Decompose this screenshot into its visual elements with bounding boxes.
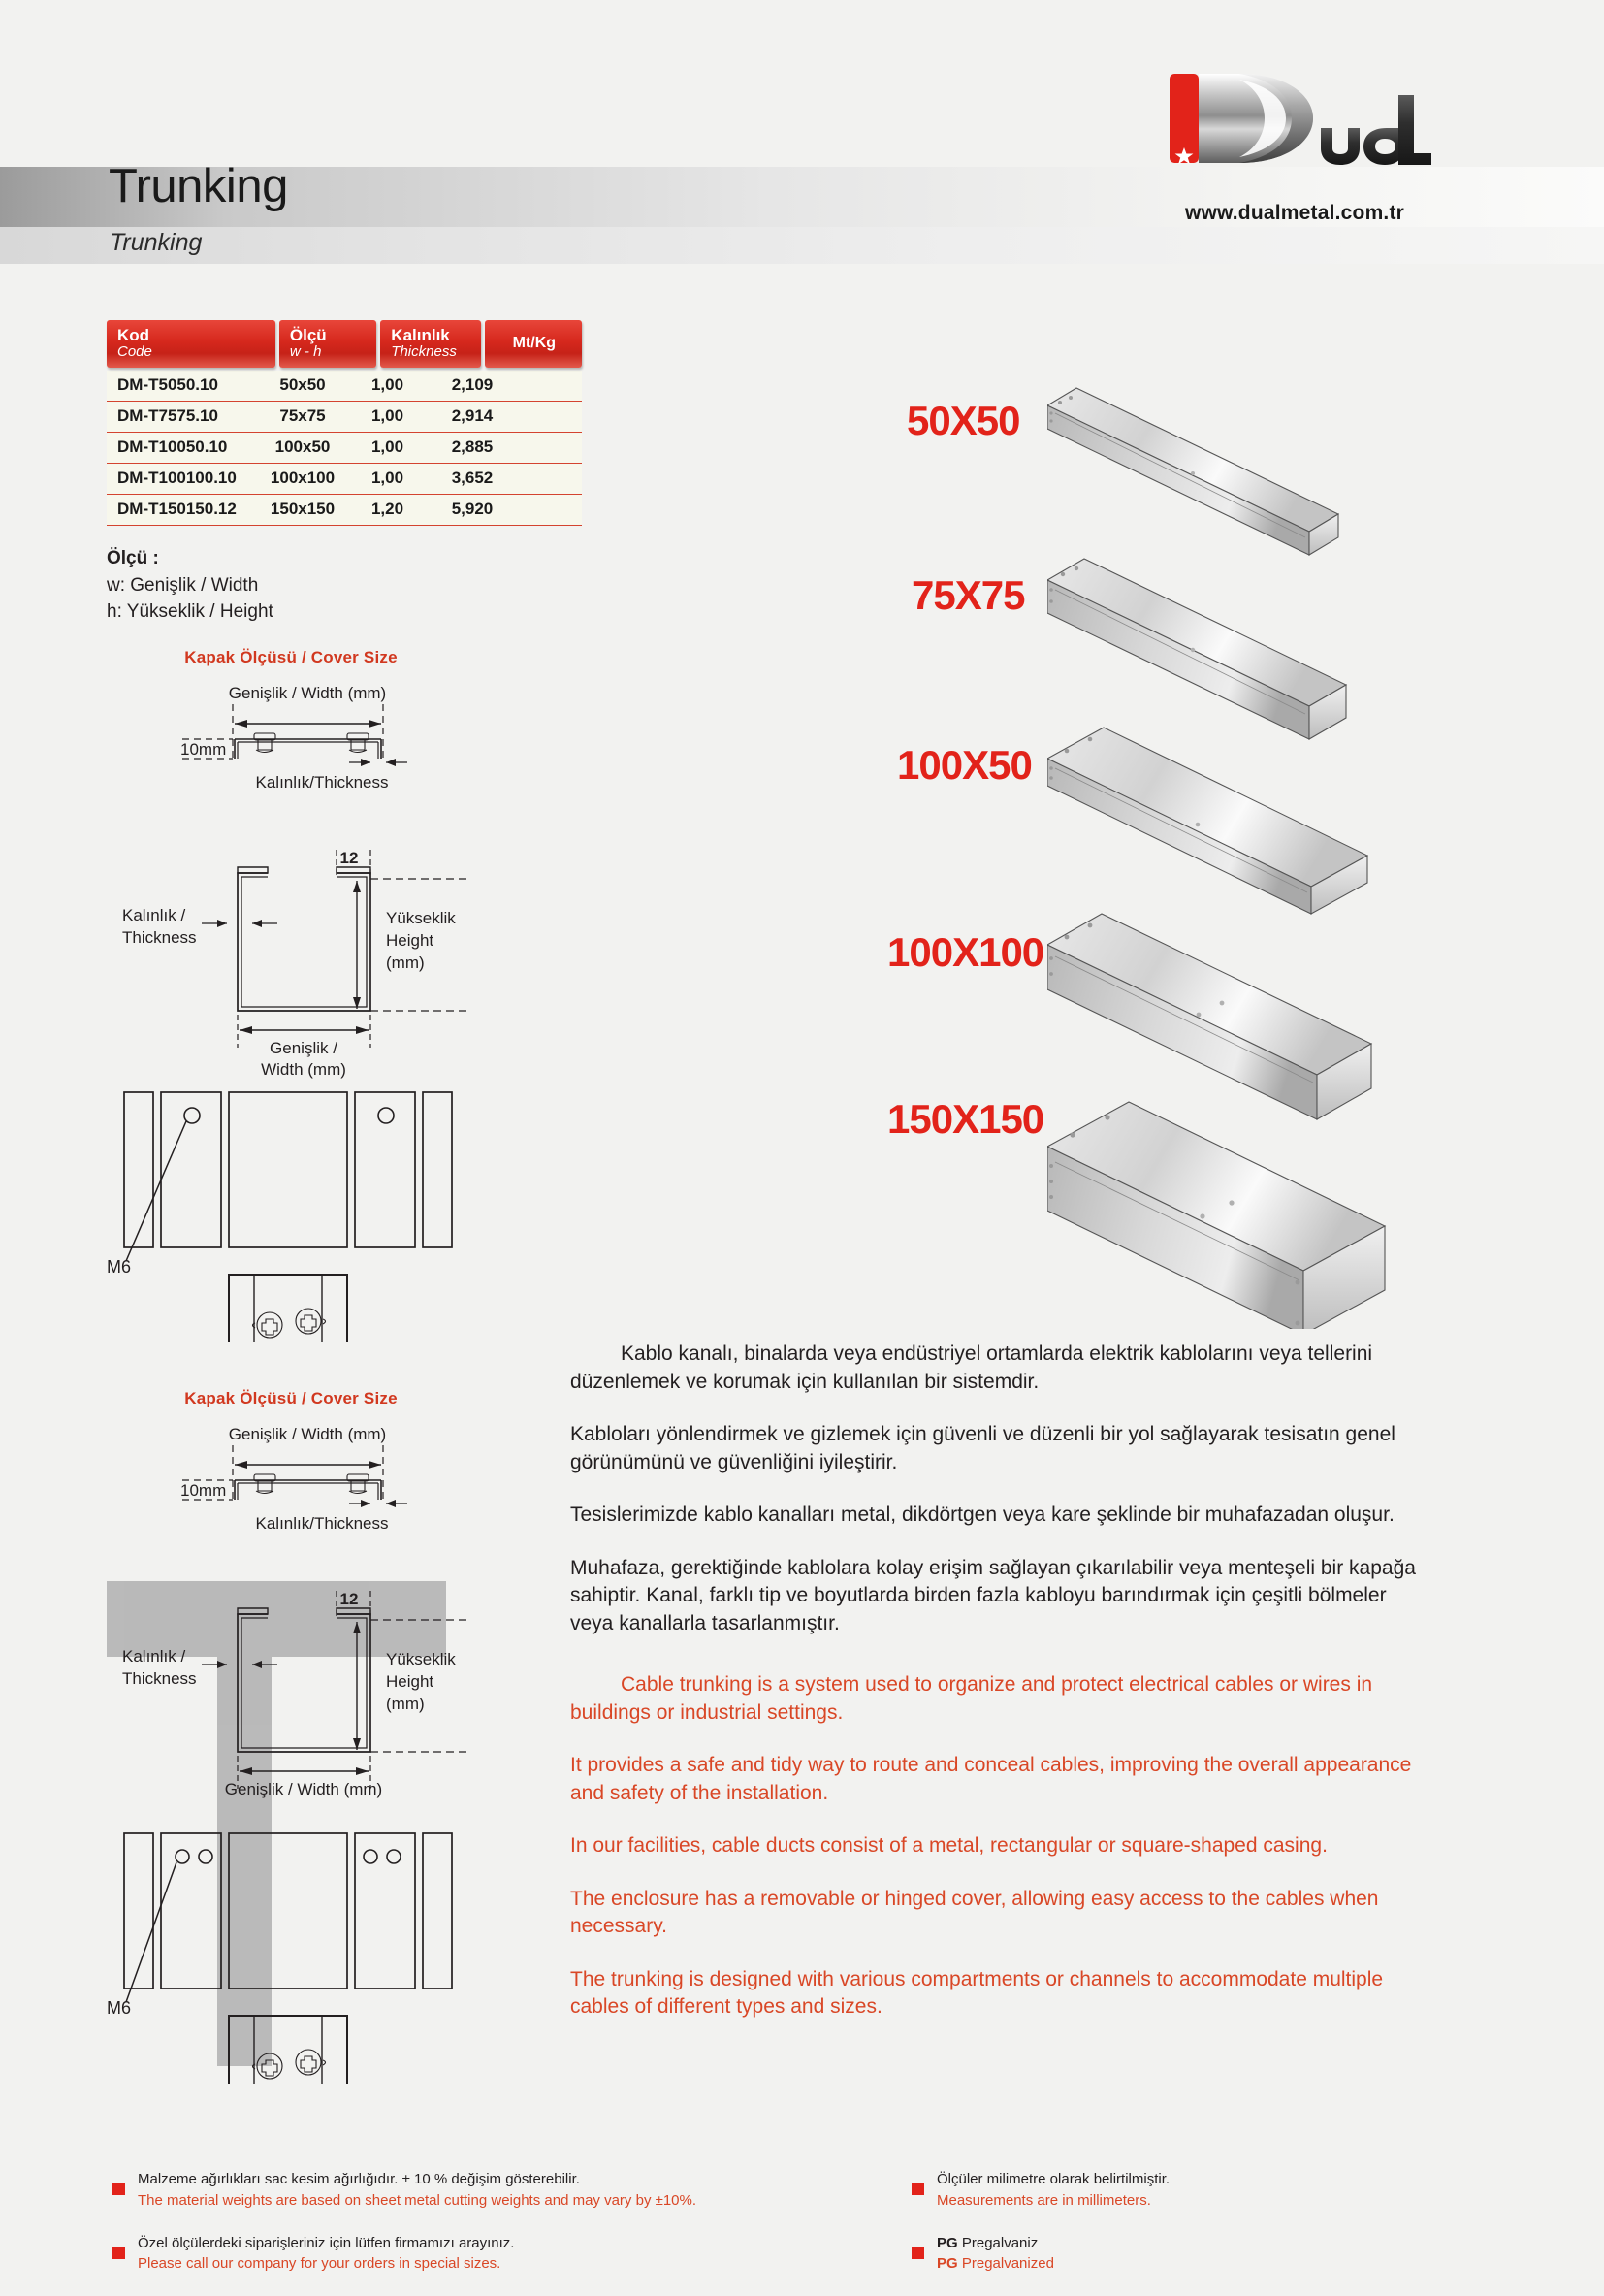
product-renders	[1047, 359, 1552, 1329]
pg-abbrev-tr: PG	[937, 2234, 958, 2251]
column-header-thickness	[380, 320, 480, 368]
footer-note-en: Measurements are in millimeters.	[937, 2191, 1151, 2209]
company-logo	[1150, 56, 1431, 192]
technical-drawing-bottom	[107, 1389, 562, 2087]
label-height-b: Height	[386, 931, 434, 950]
label-10mm-2: 10mm	[180, 1481, 227, 1500]
paragraph-tr-2: Kabloları yönlendirmek ve gizlemek için güvenli ve düzenli bir yol sağlayarak tesisatın genel görünümünü ve güvenliğini iyileştirir.	[570, 1423, 1395, 1473]
trunking-cross-section-diagram	[107, 673, 562, 1342]
cell-thickness: 1,00	[370, 469, 404, 488]
label-thickness-a: Kalınlık /	[122, 906, 186, 924]
header-band-secondary	[0, 227, 1604, 264]
label-12: 12	[339, 849, 359, 867]
footer-note	[904, 2169, 1524, 2212]
cell-code: DM-T100100.10	[117, 469, 237, 488]
footer-note	[105, 2233, 842, 2276]
label-height-b-2: Height	[386, 1672, 434, 1691]
table-row	[107, 371, 582, 402]
column-header-code-en: Code	[117, 343, 152, 361]
label-width-top: Genişlik / Width (mm)	[228, 684, 387, 702]
footer-note-tr: Ölçüler milimetre olarak belirtilmiştir.	[937, 2171, 1171, 2187]
cell-thickness: 1,00	[370, 375, 404, 395]
label-12-2: 12	[339, 1590, 359, 1608]
bullet-square-icon	[112, 2183, 125, 2195]
product-render-50x50	[1047, 388, 1338, 555]
product-render-75x75	[1047, 559, 1346, 739]
cover-size-title: Kapak Ölçüsü / Cover Size	[184, 648, 398, 666]
table-row	[107, 402, 582, 433]
label-thickness-inline-2: Kalınlık/Thickness	[255, 1514, 389, 1533]
cell-code: DM-T7575.10	[117, 406, 218, 426]
table-row	[107, 464, 582, 495]
table-row	[107, 433, 582, 464]
cover-size-title-2: Kapak Ölçüsü / Cover Size	[184, 1389, 398, 1407]
product-label-75x75: 75X75	[912, 572, 1025, 618]
pg-abbrev-en: PG	[937, 2255, 958, 2273]
label-width-a: Genişlik /	[270, 1039, 337, 1057]
column-header-thickness-tr: Kalınlık	[391, 326, 450, 344]
product-label-50x50: 50X50	[907, 398, 1020, 443]
description-turkish	[570, 1341, 1416, 1663]
product-render-100x100	[1047, 914, 1371, 1119]
bullet-square-icon	[912, 2247, 924, 2259]
legend-width: w: Genişlik / Width	[107, 574, 259, 596]
cell-weight: 2,109	[451, 375, 494, 395]
cell-size: 100x50	[274, 437, 331, 457]
column-header-size	[279, 320, 376, 368]
column-header-code-tr: Kod	[117, 326, 150, 344]
footer-note-en: Please call our company for your orders in special sizes.	[138, 2255, 501, 2273]
column-header-thickness-en: Thickness	[391, 343, 457, 361]
measurement-legend	[107, 545, 273, 626]
label-height-c-2: (mm)	[386, 1695, 425, 1713]
footer-notes-left	[105, 2169, 842, 2296]
specification-table	[107, 320, 582, 526]
bullet-square-icon	[112, 2247, 125, 2259]
footer-note-pg-tr	[937, 2233, 1524, 2254]
label-width-b: Width (mm)	[261, 1060, 346, 1079]
footer-note-pg-en	[937, 2253, 1524, 2275]
footer-note-en: The material weights are based on sheet metal cutting weights and may vary by ±10%.	[138, 2191, 697, 2209]
legend-height: h: Yükseklik / Height	[107, 601, 273, 623]
column-header-weight-tr: Mt/Kg	[512, 334, 557, 351]
label-height-a: Yükseklik	[386, 909, 456, 927]
cell-thickness: 1,20	[370, 500, 404, 519]
cell-weight: 3,652	[451, 469, 494, 488]
product-label-100x50: 100X50	[897, 742, 1032, 788]
paragraph-tr-3: Tesislerimizde kablo kanalları metal, dikdörtgen veya kare şeklinde bir muhafazadan oluşur.	[570, 1504, 1395, 1527]
column-header-code	[107, 320, 275, 368]
label-thickness-b: Thickness	[122, 928, 197, 947]
label-height-a-2: Yükseklik	[386, 1650, 456, 1668]
footer-notes-right	[904, 2169, 1524, 2296]
bullet-square-icon	[912, 2183, 924, 2195]
cell-thickness: 1,00	[370, 406, 404, 426]
cell-size: 150x150	[270, 500, 336, 519]
cell-code: DM-T5050.10	[117, 375, 218, 395]
product-label-100x100: 100X100	[887, 929, 1044, 975]
cell-weight: 5,920	[451, 500, 494, 519]
cell-code: DM-T10050.10	[117, 437, 228, 457]
technical-drawing-top	[107, 648, 562, 1346]
page-title: Trunking	[109, 160, 288, 212]
paragraph-en-2: It provides a safe and tidy way to route and conceal cables, improving the overall appearance and safety of the installation.	[570, 1754, 1412, 1804]
product-render-100x50	[1047, 728, 1367, 914]
cell-thickness: 1,00	[370, 437, 404, 457]
paragraph-en-4: The enclosure has a removable or hinged cover, allowing easy access to the cables when necessary.	[570, 1887, 1379, 1938]
footer-note	[105, 2169, 842, 2212]
cell-size: 100x100	[270, 469, 336, 488]
pg-text-tr: Pregalvaniz	[957, 2234, 1039, 2251]
dual-logo-icon	[1150, 56, 1431, 192]
paragraph-en-5: The trunking is designed with various compartments or channels to accommodate multiple cables of different types and sizes.	[570, 1967, 1384, 2019]
label-height-c: (mm)	[386, 954, 425, 972]
label-m6: M6	[107, 1257, 132, 1277]
cell-weight: 2,914	[451, 406, 494, 426]
footer-note-tr: Malzeme ağırlıkları sac kesim ağırlığıdır. ± 10 % değişim gösterebilir.	[138, 2171, 580, 2187]
table-row	[107, 495, 582, 526]
label-thickness-a-2: Kalınlık /	[122, 1647, 186, 1665]
label-thickness-inline: Kalınlık/Thickness	[255, 773, 389, 792]
label-thickness-b-2: Thickness	[122, 1669, 197, 1688]
label-width-full-2: Genişlik / Width (mm)	[224, 1780, 383, 1798]
footer-note-pg	[904, 2233, 1524, 2276]
cell-code: DM-T150150.12	[117, 500, 237, 519]
column-header-weight	[485, 320, 582, 368]
table-body	[107, 371, 582, 526]
cell-weight: 2,885	[451, 437, 494, 457]
product-render-150x150	[1047, 1102, 1385, 1329]
paragraph-en-3: In our facilities, cable ducts consist of a metal, rectangular or square-shaped casing.	[570, 1834, 1328, 1858]
column-header-size-en: w - h	[289, 343, 322, 361]
paragraph-tr-4: Muhafaza, gerektiğinde kablolara kolay erişim sağlayan çıkarılabilir veya menteşeli bir kapağa sahiptir. Kanal, farklı tip ve boyutlarda birden fazla kabloyu barındırmak için çeşitli bölmeler veya kanallarla tasarlanmıştır.	[570, 1556, 1416, 1634]
pg-text-en: Pregalvanized	[957, 2255, 1054, 2273]
cell-size: 50x50	[279, 375, 326, 395]
product-label-150x150: 150X150	[887, 1096, 1044, 1142]
cell-size: 75x75	[279, 406, 326, 426]
column-header-size-tr: Ölçü	[289, 326, 327, 344]
label-width-top-2: Genişlik / Width (mm)	[228, 1425, 387, 1443]
paragraph-tr-1: Kablo kanalı, binalarda veya endüstriyel ortamlarda elektrik kablolarını veya tellerini düzenlemek ve korumak için kullanılan bir sistemdir.	[570, 1342, 1373, 1393]
footer-note-tr: Özel ölçülerdeki siparişleriniz için lütfen firmamızı arayınız.	[138, 2234, 515, 2251]
website-url: www.dualmetal.com.tr	[1184, 202, 1405, 224]
label-10mm: 10mm	[180, 740, 227, 759]
paragraph-en-1: Cable trunking is a system used to organize and protect electrical cables or wires in buildings or industrial settings.	[570, 1673, 1373, 1724]
label-m6-2: M6	[107, 1998, 132, 2018]
description-english	[570, 1671, 1416, 2047]
legend-title: Ölçü :	[107, 548, 159, 568]
trunking-cross-section-diagram-2	[107, 1414, 562, 2084]
page-subtitle: Trunking	[110, 229, 203, 256]
table-header-row	[107, 320, 582, 368]
